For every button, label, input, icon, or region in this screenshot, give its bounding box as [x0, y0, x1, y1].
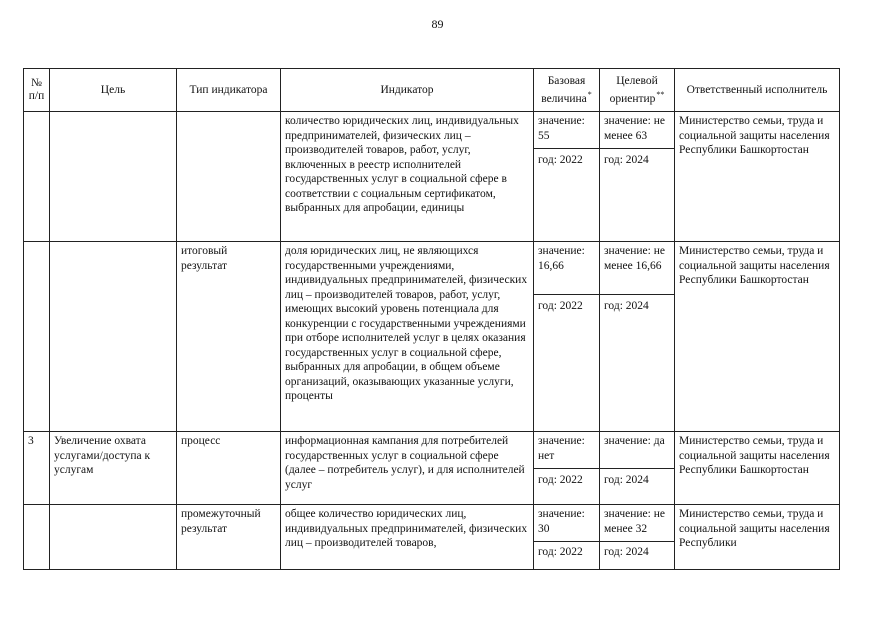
cell-type: процесс	[177, 432, 281, 505]
target-value: значение: да	[600, 432, 674, 469]
header-target	[600, 69, 675, 112]
header-type: Тип индикатора	[177, 69, 281, 112]
page-number: 89	[431, 17, 444, 31]
cell-indicator: информационная кампания для потребителей государственных услуг в социальной сфере (далее – потребитель услуг), и для исполнителей услуг	[281, 432, 534, 505]
cell-resp: Министерство семьи, труда и социальной защиты населения Республики Башкортостан	[675, 242, 840, 432]
cell-target	[600, 242, 675, 432]
header-base-label: Базовая величина	[541, 74, 587, 105]
target-year: год: 2024	[604, 546, 649, 558]
cell-base	[534, 505, 600, 570]
target-value: значение: не менее 16,66	[600, 242, 674, 295]
header-row	[24, 69, 840, 112]
cell-resp: Министерство семьи, труда и социальной защиты населения Республики	[675, 505, 840, 570]
cell-num: 3	[24, 432, 50, 505]
cell-num	[24, 505, 50, 570]
base-value: значение: 55	[534, 112, 599, 149]
base-value: значение: 30	[534, 505, 599, 542]
table-row	[24, 112, 840, 242]
cell-goal	[50, 112, 177, 242]
table-row	[24, 505, 840, 570]
cell-resp: Министерство семьи, труда и социальной защиты населения Республики Башкортостан	[675, 112, 840, 242]
base-year: год: 2022	[538, 300, 583, 312]
cell-target	[600, 505, 675, 570]
header-base	[534, 69, 600, 112]
cell-goal: Увеличение охвата услугами/доступа к услугам	[50, 432, 177, 505]
cell-resp: Министерство семьи, труда и социальной защиты населения Республики Башкортостан	[675, 432, 840, 505]
table-row	[24, 242, 840, 432]
cell-type	[177, 112, 281, 242]
header-resp: Ответственный исполнитель	[675, 69, 840, 112]
base-year: год: 2022	[538, 546, 583, 558]
cell-base	[534, 432, 600, 505]
cell-indicator: общее количество юридических лиц, индивидуальных предпринимателей, физических лиц – производителей товаров,	[281, 505, 534, 570]
target-year: год: 2024	[604, 154, 649, 166]
base-value: значение: нет	[534, 432, 599, 469]
base-value: значение: 16,66	[534, 242, 599, 295]
cell-base	[534, 242, 600, 432]
target-value: значение: не менее 63	[600, 112, 674, 149]
cell-indicator: доля юридических лиц, не являющихся государственными учреждениями, индивидуальных предпринимателей, физических лиц – производителей товаров, работ, услуг, имеющих высокий уровень потенциала для конкуренции с государственными учреждениями при отборе исполнителей услуг в целях оказания государственных услуг в социальной сфере, выбранных для апробации, в общем объеме организаций, оказывающих указанные услуги, проценты	[281, 242, 534, 432]
cell-target	[600, 112, 675, 242]
cell-goal	[50, 242, 177, 432]
header-num: № п/п	[24, 69, 50, 112]
target-value: значение: не менее 32	[600, 505, 674, 542]
target-year: год: 2024	[604, 474, 649, 486]
table-row	[24, 432, 840, 505]
header-indicator: Индикатор	[281, 69, 534, 112]
header-goal: Цель	[50, 69, 177, 112]
base-year: год: 2022	[538, 474, 583, 486]
cell-type: промежуточный результат	[177, 505, 281, 570]
indicator-table	[23, 68, 840, 570]
base-year: год: 2022	[538, 154, 583, 166]
cell-type: итоговый результат	[177, 242, 281, 432]
cell-indicator: количество юридических лиц, индивидуальных предпринимателей, физических лиц – производителей товаров, работ, услуг, включенных в реестр исполнителей государственных услуг в социальной сфере в соответствии с социальным сертификатом, выбранных для апробации, единицы	[281, 112, 534, 242]
header-target-footnote-mark: **	[656, 89, 665, 99]
cell-target	[600, 432, 675, 505]
cell-base	[534, 112, 600, 242]
cell-num	[24, 242, 50, 432]
target-year: год: 2024	[604, 300, 649, 312]
header-base-footnote-mark: *	[587, 89, 592, 99]
cell-num	[24, 112, 50, 242]
cell-goal	[50, 505, 177, 570]
header-target-label: Целевой ориентир	[609, 74, 658, 105]
